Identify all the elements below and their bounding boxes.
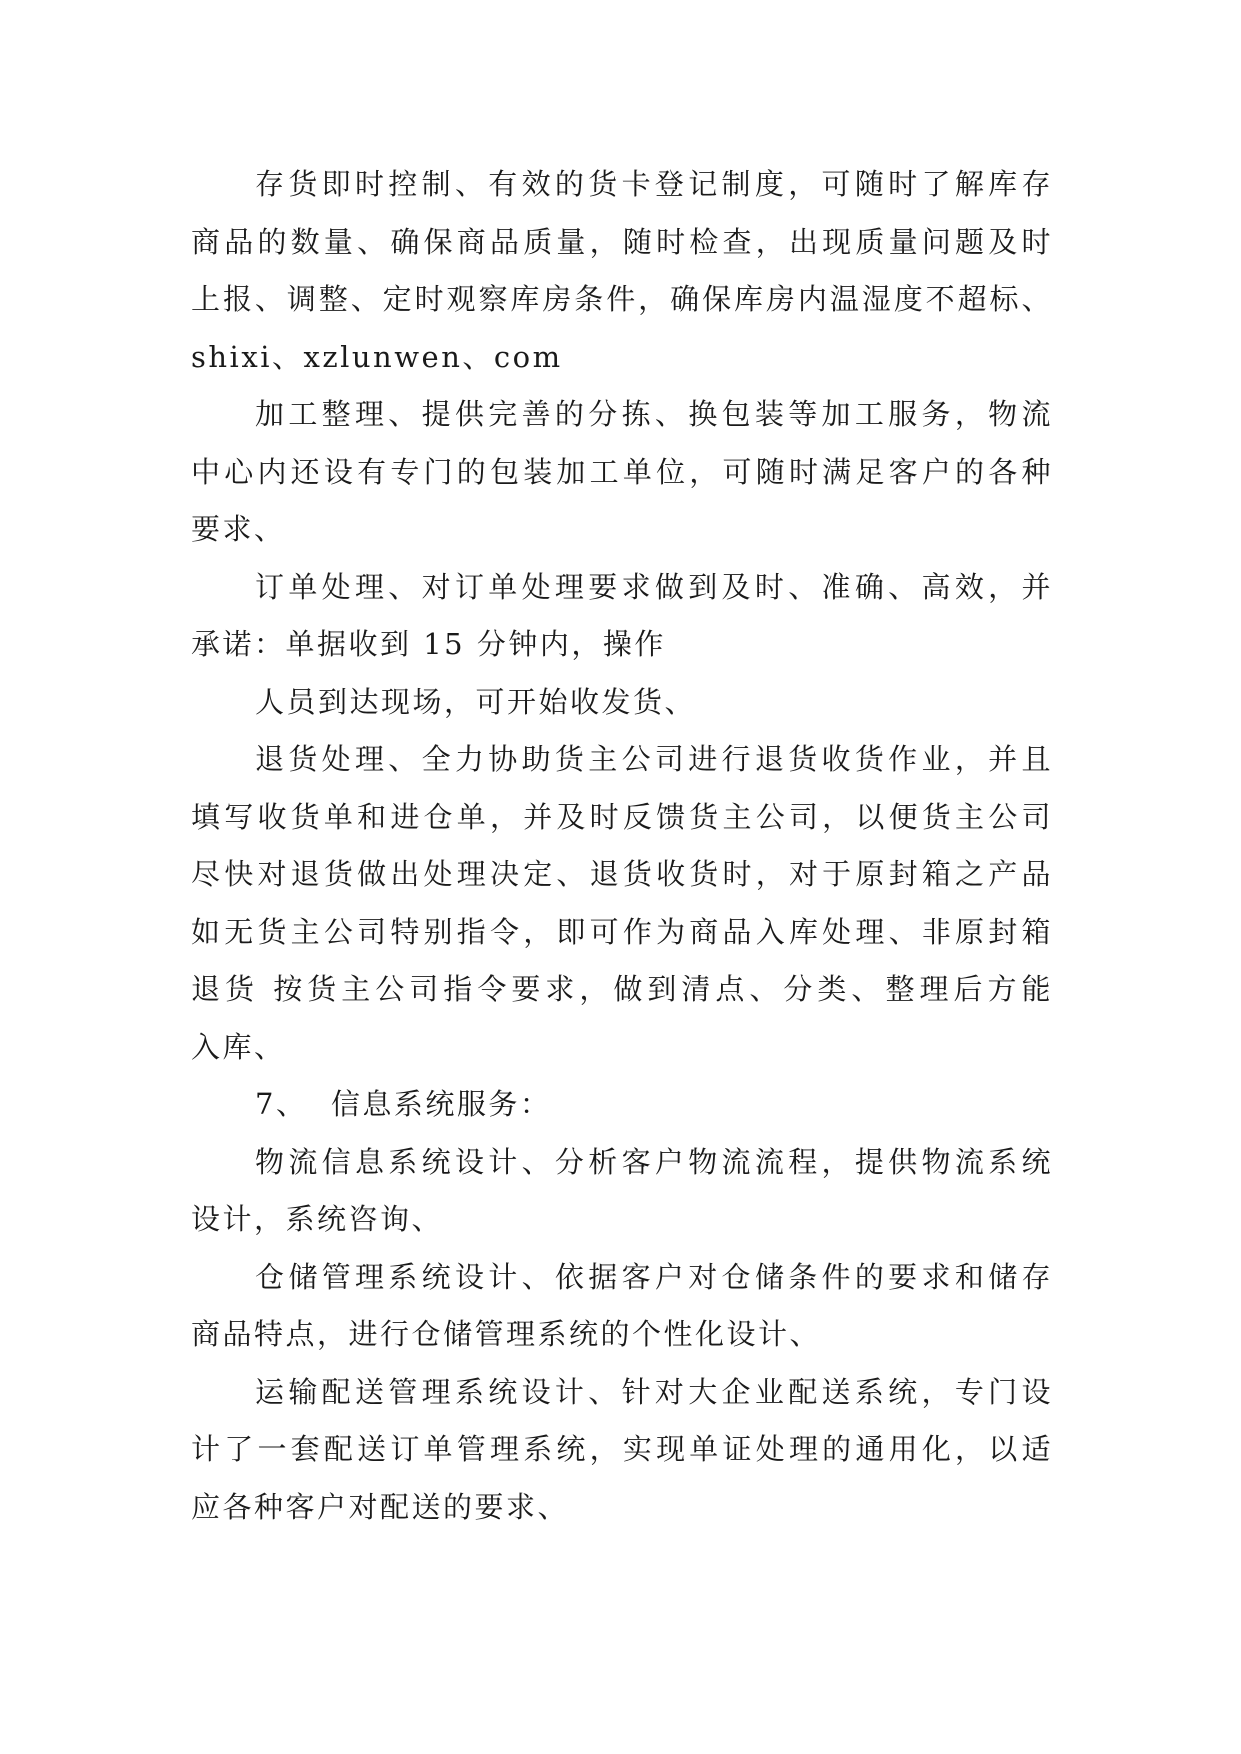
text-line: 加工整理、提供完善的分拣、换包装等加工服务，物流 <box>255 397 1053 431</box>
text-line: 尽快对退货做出处理决定、退货收货时，对于原封箱之产品 <box>191 857 1053 891</box>
text-line: 运输配送管理系统设计、针对大企业配送系统，专门设 <box>255 1374 1053 1409</box>
text-line: 入库、 <box>191 1029 286 1064</box>
text-line: 上报、调整、定时观察库房条件，确保库房内温湿度不超标、 <box>191 282 1053 316</box>
text-line: 仓储管理系统设计、依据客户对仓储条件的要求和储存 <box>255 1259 1053 1294</box>
text-line: 商品特点，进行仓储管理系统的个性化设计、 <box>191 1317 822 1351</box>
text-line: 人员到达现场，可开始收发货、 <box>255 684 697 719</box>
text-line: 如无货主公司特别指令，即可作为商品入库处理、非原封箱 <box>191 914 1053 949</box>
text-line: 物流信息系统设计、分析客户物流流程，提供物流系统 <box>255 1144 1053 1179</box>
text-line: 中心内还设有专门的包装加工单位，可随时满足客户的各种 <box>191 454 1053 489</box>
text-line: 要求、 <box>191 512 286 546</box>
text-line: 退货处理、全力协助货主公司进行退货收货作业，并且 <box>255 742 1053 776</box>
text-line: 计了一套配送订单管理系统，实现单证处理的通用化，以适 <box>191 1432 1053 1466</box>
text-line: 设计，系统咨询、 <box>191 1202 444 1236</box>
document-body <box>191 156 1053 1536</box>
text-line: 承诺：单据收到 15 分钟内，操作 <box>191 627 666 661</box>
text-line: 退货 按货主公司指令要求，做到清点、分类、整理后方能 <box>191 972 1053 1006</box>
text-line: 订单处理、对订单处理要求做到及时、准确、高效，并 <box>255 569 1053 604</box>
text-line: 填写收货单和进仓单，并及时反馈货主公司，以便货主公司 <box>191 799 1053 834</box>
text-line: 存货即时控制、有效的货卡登记制度，可随时了解库存 <box>255 167 1053 201</box>
text-line: shixi、xzlunwen、com <box>191 339 563 374</box>
section-heading: 7、 信息系统服务： <box>255 1087 552 1121</box>
text-line: 商品的数量、确保商品质量，随时检查，出现质量问题及时 <box>191 224 1053 259</box>
text-line: 应各种客户对配送的要求、 <box>191 1489 570 1524</box>
